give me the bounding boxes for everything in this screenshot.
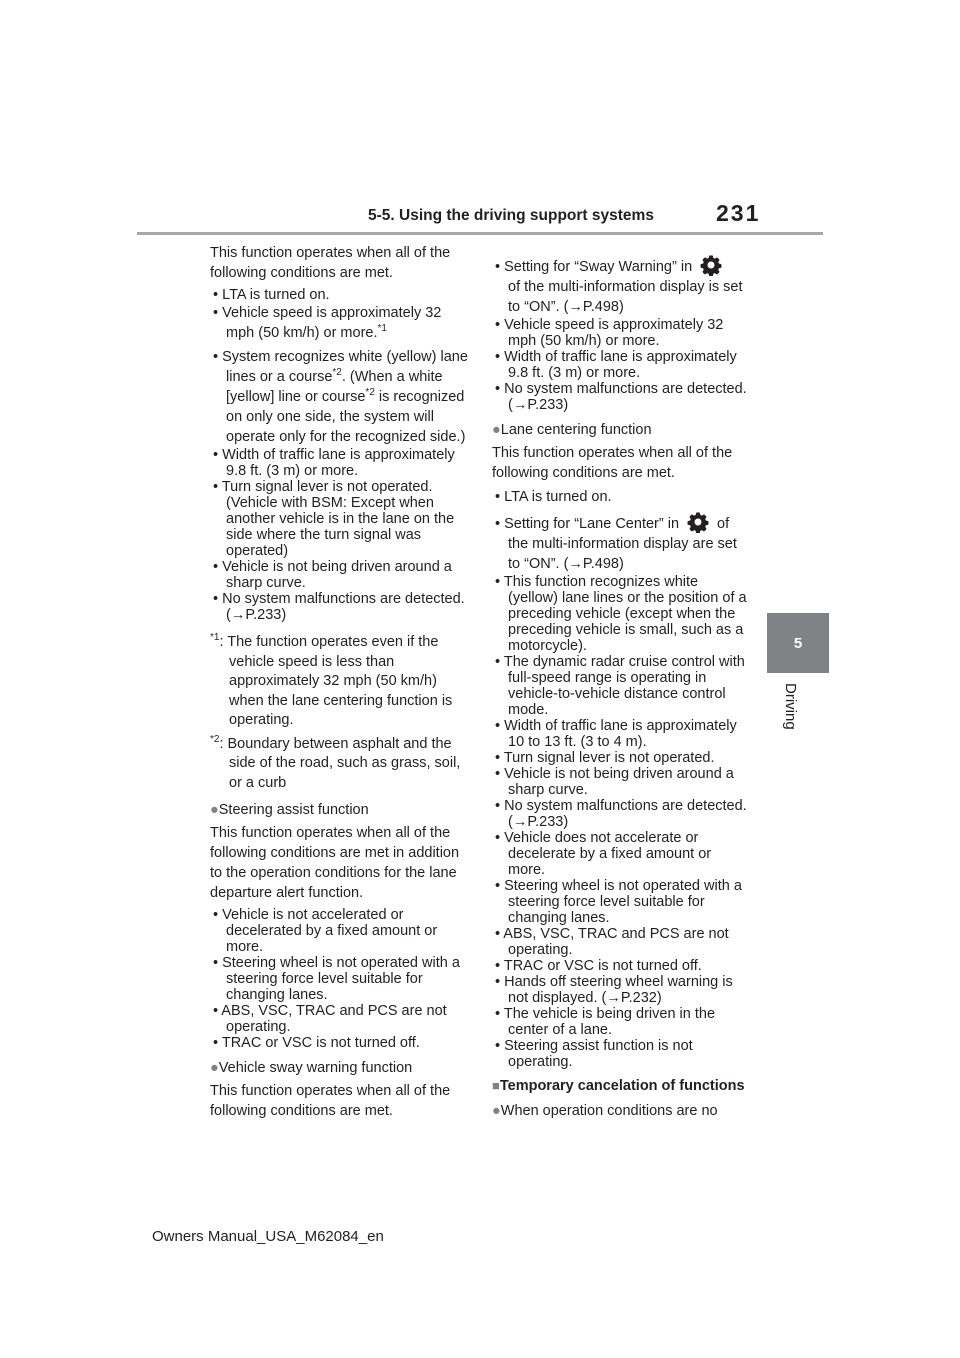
condition-item: • LTA is turned on. [495,489,612,505]
page-number: 231 [716,200,761,226]
operation-conditions-heading [492,1102,752,1120]
condition-item: • Width of traffic lane is approximately 9.8 ft. (3 m) or more. [495,349,737,381]
footnote-mark: *2 [210,733,220,745]
condition-text: • No system malfunctions are detected. ( [495,798,747,830]
left-column [210,243,470,1125]
temporary-cancelation-heading [492,1078,752,1094]
condition-item [492,511,752,574]
condition-item: • TRAC or VSC is not turned off. [213,1035,420,1051]
page-reference-link[interactable]: P.233) [245,607,287,623]
condition-item: • Turn signal lever is not operated. [495,750,715,766]
condition-item: • Vehicle is not being driven around a sharp curve. [495,766,734,798]
condition-item: • TRAC or VSC is not turned off. [495,958,702,974]
arrow-icon: → [568,299,583,315]
footnote-2 [210,735,470,794]
footnote-ref: *1 [377,323,387,335]
square-icon: ■ [492,1078,500,1093]
condition-item: • This function recognizes white (yellow) lane lines or the position of a preceding vehicle (except when the preceding vehicle is small, such as a motorcycle). [495,574,747,654]
heading-text: Vehicle sway warning function [218,1060,413,1076]
page-reference-link[interactable]: P.232) [620,990,662,1006]
footnote-ref: *2 [332,367,342,379]
header-rule [137,232,823,235]
steering-assist-heading [210,801,470,819]
condition-text: • Setting for “Sway Warning” in [495,259,693,275]
condition-item: • Vehicle is not accelerated or decelerated by a fixed amount or more. [213,907,438,955]
sway-warning-text: This function operates when all of the following conditions are met. [210,1083,451,1119]
condition-item [492,254,752,317]
footnote-text: : Boundary between asphalt and the side of the road, such as grass, soil, or a curb [219,735,461,791]
condition-item [210,347,470,447]
condition-item: • Steering wheel is not operated with a steering force level suitable for changing lanes. [495,878,742,926]
heading-text: When operation conditions are no [500,1103,718,1119]
condition-text: the multi-information display are set to “ON”. ( [508,536,737,572]
condition-item [210,591,470,623]
header-title: 5-5. Using the driving support systems [368,207,654,224]
condition-text: • Hands off steering wheel warning is not displayed. ( [495,974,733,1006]
condition-text: . (When a white [yellow] line or course [226,369,443,405]
condition-item [492,798,752,830]
chapter-tab[interactable]: 5 [767,613,829,673]
gear-icon [687,511,709,533]
condition-text: • Setting for “Lane Center” in [495,516,680,532]
page-reference-link[interactable]: P.498) [582,556,624,572]
lane-centering-heading [492,421,752,439]
arrow-icon: → [512,814,528,830]
condition-item: • Vehicle is not being driven around a sharp curve. [213,559,452,591]
condition-text: • No system malfunctions are detected. ( [495,381,747,413]
condition-item: • Width of traffic lane is approximately 9.8 ft. (3 m) or more. [213,447,455,479]
arrow-icon: → [606,990,621,1006]
footnote-1 [210,633,470,731]
right-column [492,254,752,1124]
heading-text: Steering assist function [218,802,369,818]
page-reference-link[interactable]: P.233) [527,397,569,413]
footer-text: Owners Manual_USA_M62084_en [152,1228,384,1245]
lane-centering-text: This function operates when all of the following conditions are met. [492,445,733,481]
page-reference-link[interactable]: P.233) [527,814,569,830]
arrow-icon: → [230,607,246,623]
steering-assist-text: This function operates when all of the following conditions are met in addition to the operation conditions for the lane departure alert function. [210,825,460,901]
condition-item: • ABS, VSC, TRAC and PCS are not operating. [495,926,729,958]
footnote-text: : The function operates even if the vehicle speed is less than approximately 32 mph (50 km/h) when the lane centering function is operating. [219,634,453,728]
condition-item: • Width of traffic lane is approximately 10 to 13 ft. (3 to 4 m). [495,718,737,750]
gear-icon [700,254,722,276]
bullet-icon: ● [210,802,219,818]
condition-item: • The vehicle is being driven in the center of a lane. [495,1006,716,1038]
condition-text: • Vehicle speed is approximately 32 mph (50 km/h) or more. [213,305,442,341]
bullet-icon: ● [492,1103,501,1119]
sway-warning-heading [210,1059,470,1077]
condition-item: • Vehicle speed is approximately 32 mph (50 km/h) or more. [495,317,724,349]
condition-text: of [717,516,730,532]
intro-text: This function operates when all of the following conditions are met. [210,245,451,281]
condition-item: • LTA is turned on. [213,287,330,303]
page-reference-link[interactable]: P.498) [582,299,624,315]
condition-item: • The dynamic radar cruise control with full-speed range is operating in vehicle-to-vehicle distance control mode. [495,654,745,718]
condition-item: • Vehicle does not accelerate or decelerate by a fixed amount or more. [495,830,712,878]
condition-text: • System recognizes white (yellow) lane lines or a course [213,349,468,385]
bullet-icon: ● [492,422,501,438]
condition-text: • No system malfunctions are detected. ( [213,591,465,623]
condition-item [492,381,752,413]
condition-text: of the multi-information display is set to “ON”. ( [508,279,743,315]
condition-item [492,974,752,1006]
arrow-icon: → [568,556,583,572]
heading-text: Temporary cancelation of functions [499,1078,745,1094]
heading-text: Lane centering function [500,422,652,438]
bullet-icon: ● [210,1060,219,1076]
condition-item: • Steering assist function is not operating. [495,1038,693,1070]
chapter-label: Driving [782,683,799,730]
condition-item: • ABS, VSC, TRAC and PCS are not operating. [213,1003,447,1035]
footnote-mark: *1 [210,632,220,643]
condition-text: is recognized on only one side, the system will operate only for the recognized side.) [226,389,466,445]
arrow-icon: → [512,397,528,413]
condition-item [210,303,470,343]
condition-item: • Turn signal lever is not operated. (Vehicle with BSM: Except when another vehicle is in the lane on the side where the turn signal was operated) [213,479,455,559]
condition-item: • Steering wheel is not operated with a steering force level suitable for changing lanes. [213,955,460,1003]
footnote-ref: *2 [365,387,375,399]
